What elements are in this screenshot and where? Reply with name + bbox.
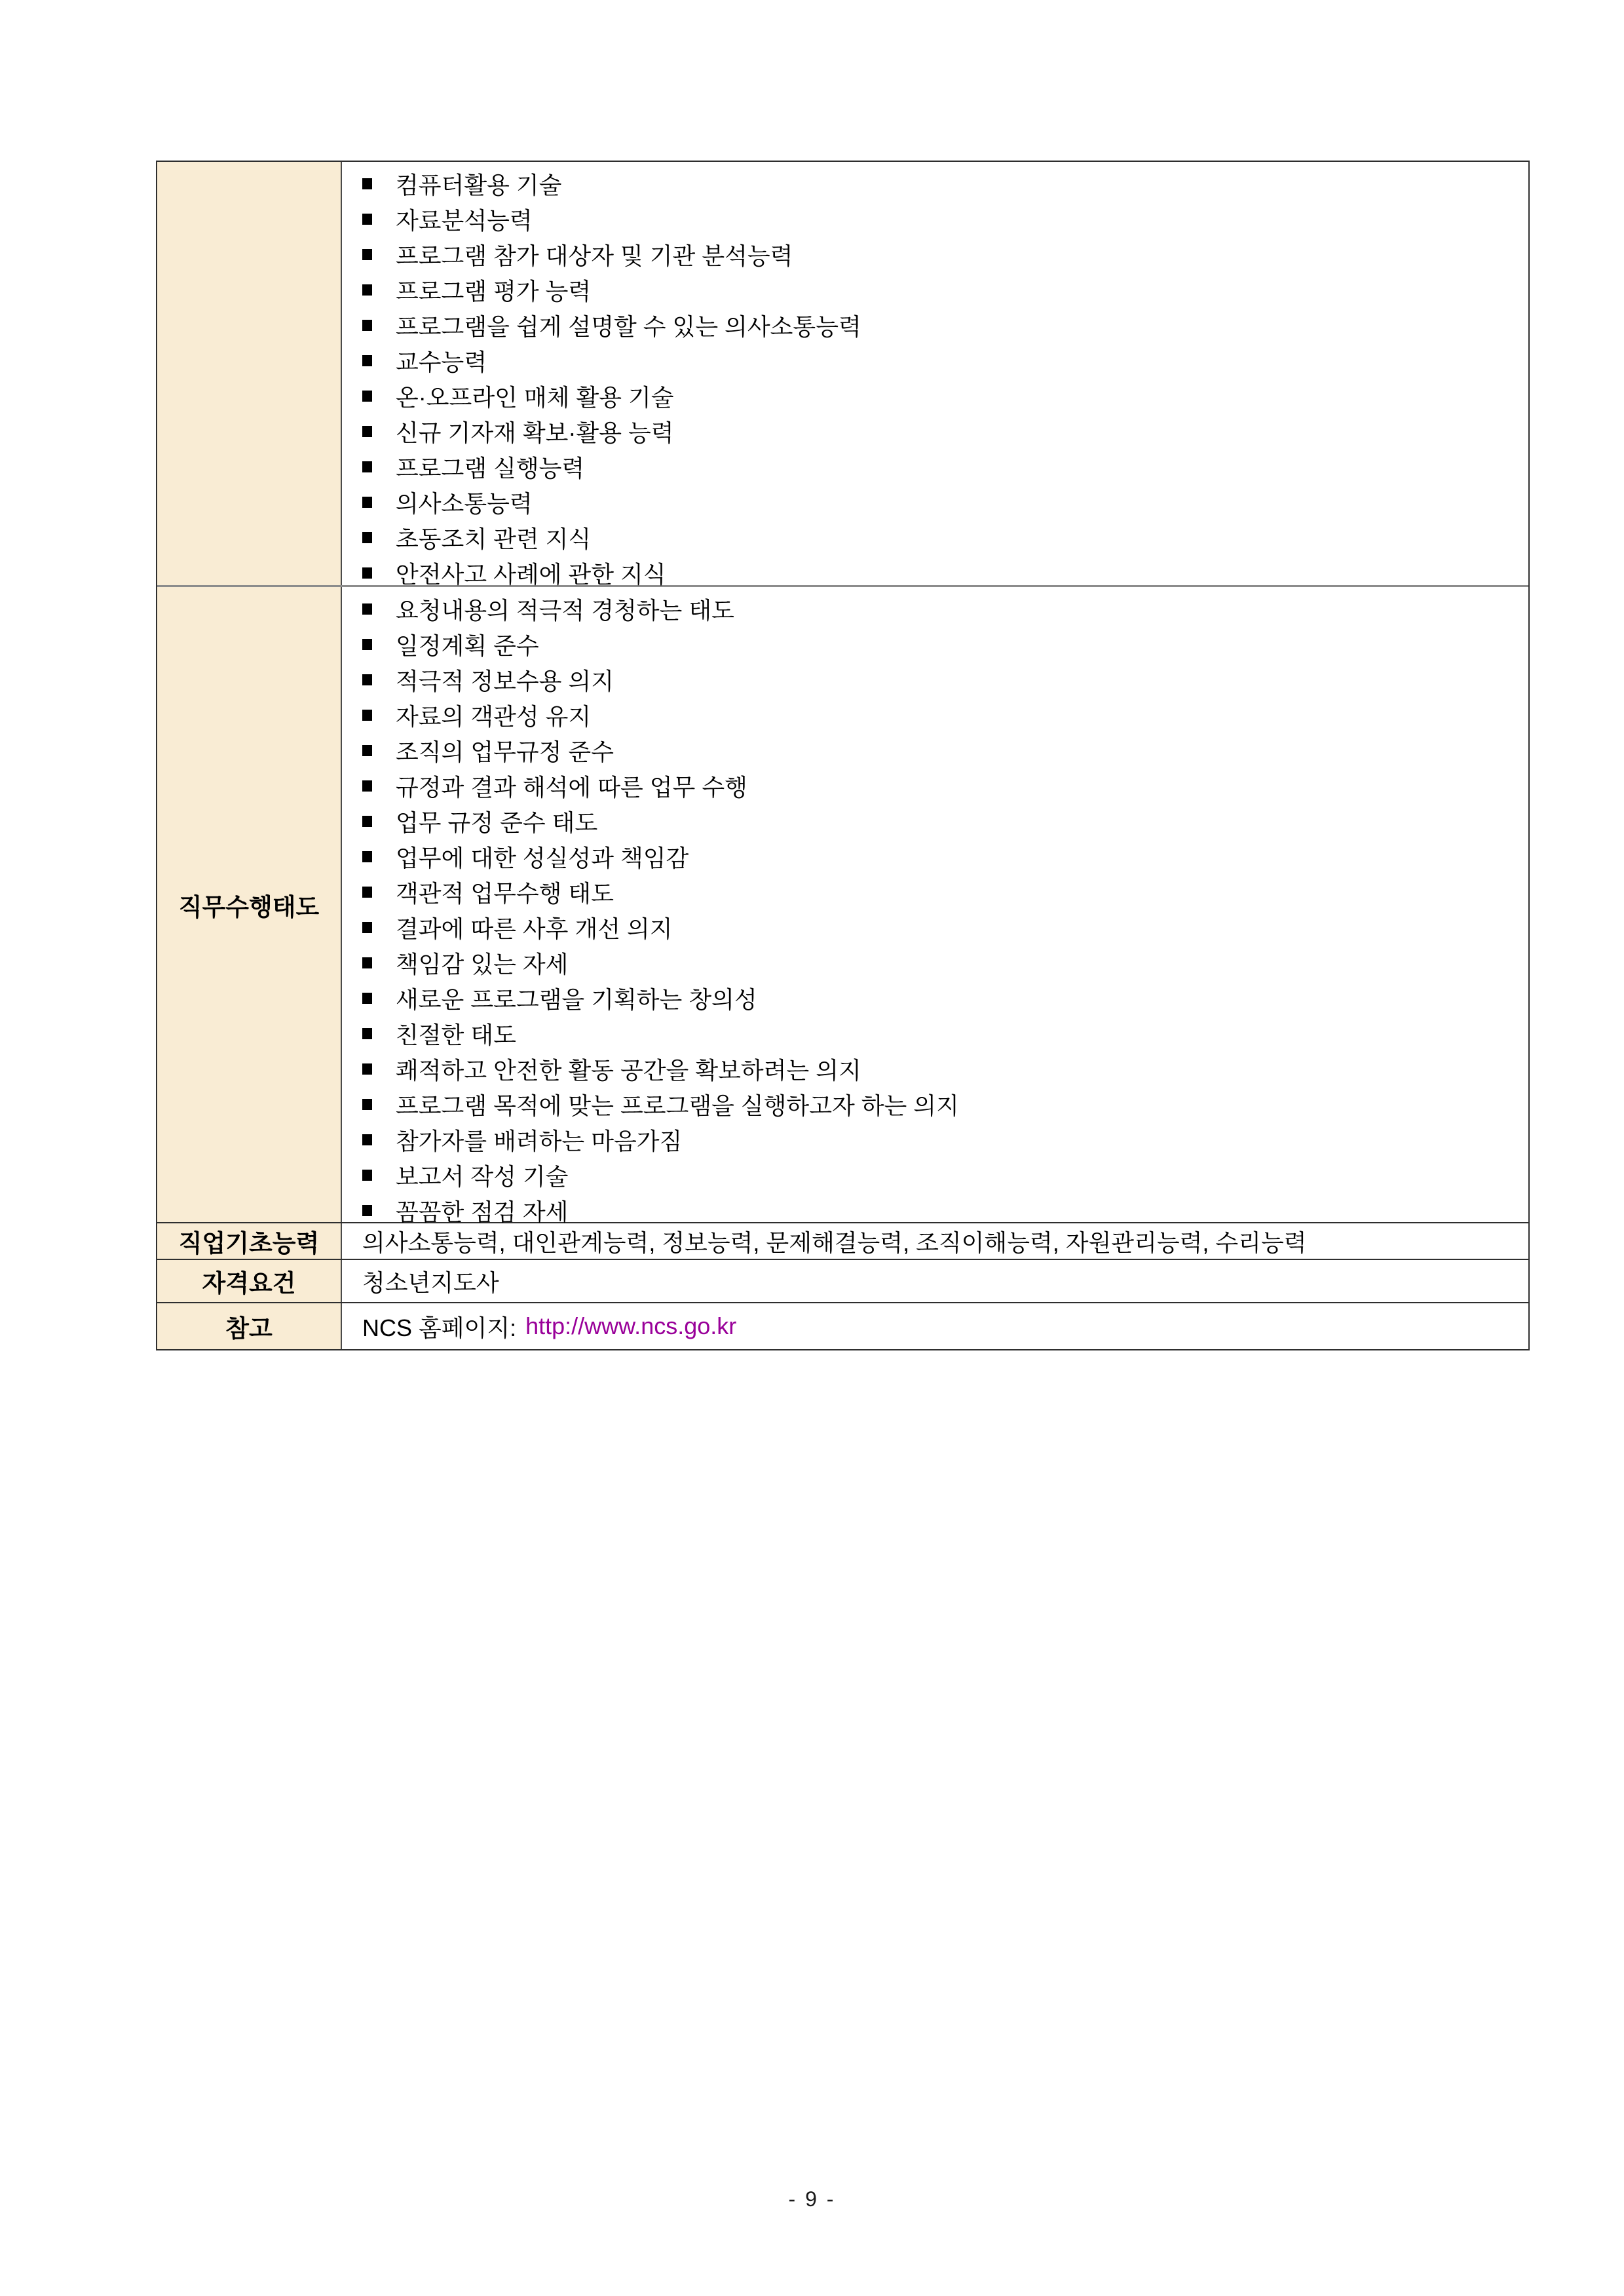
list-item xyxy=(362,874,1513,909)
attitude-bullet-list xyxy=(342,587,1528,1225)
bullet-square-icon xyxy=(362,957,372,968)
row-label-empty xyxy=(157,162,342,585)
bullet-square-icon xyxy=(362,710,372,721)
list-item xyxy=(362,909,1513,945)
list-item-text: 결과에 따른 사후 개선 의지 xyxy=(396,915,673,942)
bullet-square-icon xyxy=(362,461,372,472)
bullet-square-icon xyxy=(362,1063,372,1075)
bullet-square-icon xyxy=(362,851,372,862)
list-item-text: 친절한 태도 xyxy=(396,1021,516,1048)
list-item xyxy=(362,626,1513,662)
list-item xyxy=(362,484,1513,520)
bullet-square-icon xyxy=(362,674,372,685)
bullet-square-icon xyxy=(362,284,372,296)
list-item-text: 객관적 업무수행 태도 xyxy=(396,879,614,907)
bullet-square-icon xyxy=(362,426,372,437)
bullet-square-icon xyxy=(362,1170,372,1181)
bullet-square-icon xyxy=(362,532,372,543)
list-item-text: 업무 규정 준수 태도 xyxy=(396,809,598,836)
bullet-square-icon xyxy=(362,178,372,189)
table-row-skills-continued xyxy=(157,162,1528,588)
list-item xyxy=(362,945,1513,980)
list-item xyxy=(362,768,1513,803)
bullet-square-icon xyxy=(362,1099,372,1110)
list-item-text: 조직의 업무규정 준수 xyxy=(396,738,614,765)
list-item-text: 요청내용의 적극적 경청하는 태도 xyxy=(396,596,734,624)
list-item xyxy=(362,803,1513,839)
bullet-square-icon xyxy=(362,320,372,331)
list-item xyxy=(362,166,1513,201)
bullet-square-icon xyxy=(362,355,372,366)
qualification-text: 청소년지도사 xyxy=(362,1269,499,1296)
list-item-text: 꼼꼼한 점검 자세 xyxy=(396,1198,569,1225)
list-item-text: 새로운 프로그램을 기획하는 창의성 xyxy=(396,985,757,1013)
bullet-square-icon xyxy=(362,1134,372,1145)
list-item xyxy=(362,1086,1513,1122)
bullet-square-icon xyxy=(362,922,372,933)
list-item-text: 온·오프라인 매체 활용 기술 xyxy=(396,383,674,411)
bullet-square-icon xyxy=(362,214,372,225)
bullet-square-icon xyxy=(362,993,372,1004)
list-item xyxy=(362,343,1513,378)
bullet-square-icon xyxy=(362,603,372,615)
bullet-square-icon xyxy=(362,567,372,579)
row-label-basic-competency: 직업기초능력 xyxy=(157,1223,342,1259)
list-item-text: 신규 기자재 확보·활용 능력 xyxy=(396,419,674,446)
list-item-text: 프로그램 실행능력 xyxy=(396,454,585,482)
list-item-text: 프로그램 참가 대상자 및 기관 분석능력 xyxy=(396,242,793,269)
bullet-square-icon xyxy=(362,780,372,792)
ncs-homepage-link[interactable]: http://www.ncs.go.kr xyxy=(525,1312,737,1339)
list-item xyxy=(362,1051,1513,1086)
list-item-text: 보고서 작성 기술 xyxy=(396,1162,569,1190)
row-label-reference: 참고 xyxy=(157,1303,342,1349)
list-item-text: 책임감 있는 자세 xyxy=(396,950,569,978)
list-item xyxy=(362,237,1513,272)
list-item xyxy=(362,980,1513,1016)
list-item-text: 의사소통능력 xyxy=(396,489,533,517)
list-item-text: 자료분석능력 xyxy=(396,206,533,234)
bullet-square-icon xyxy=(362,887,372,898)
skills-bullet-list xyxy=(342,162,1528,588)
table-row-qualification xyxy=(157,1259,1528,1302)
list-item-text: 프로그램을 쉽게 설명할 수 있는 의사소통능력 xyxy=(396,313,861,340)
list-item-text: 교수능력 xyxy=(396,348,487,375)
reference-cell xyxy=(342,1303,1528,1349)
bullet-square-icon xyxy=(362,816,372,827)
list-item-text: 적극적 정보수용 의지 xyxy=(396,667,614,695)
basic-competency-text: 의사소통능력, 대인관계능력, 정보능력, 문제해결능력, 조직이해능력, 자원관리능력, 수리능력 xyxy=(362,1229,1307,1256)
bullet-square-icon xyxy=(362,1205,372,1216)
list-item xyxy=(362,449,1513,484)
list-item-text: 초동조치 관련 지식 xyxy=(396,525,592,552)
list-item-text: 일정계획 준수 xyxy=(396,632,539,659)
list-item-text: 쾌적하고 안전한 활동 공간을 확보하려는 의지 xyxy=(396,1056,861,1084)
list-item xyxy=(362,662,1513,697)
list-item xyxy=(362,1016,1513,1051)
list-item xyxy=(362,1122,1513,1157)
list-item xyxy=(362,201,1513,237)
list-item xyxy=(362,520,1513,555)
page-number: - 9 - xyxy=(788,2187,836,2211)
reference-label-text: NCS 홈페이지: xyxy=(362,1314,517,1341)
bullet-square-icon xyxy=(362,1028,372,1039)
list-item xyxy=(362,1157,1513,1193)
list-item xyxy=(362,591,1513,626)
list-item xyxy=(362,413,1513,449)
list-item xyxy=(362,378,1513,413)
bullet-square-icon xyxy=(362,249,372,260)
list-item xyxy=(362,697,1513,733)
list-item-text: 자료의 객관성 유지 xyxy=(396,702,592,730)
bullet-square-icon xyxy=(362,639,372,650)
list-item xyxy=(362,733,1513,768)
list-item xyxy=(362,307,1513,343)
list-item-text: 업무에 대한 성실성과 책임감 xyxy=(396,844,689,871)
table-row-reference xyxy=(157,1302,1528,1349)
table-row-basic-competency xyxy=(157,1222,1528,1259)
list-item-text: 프로그램 목적에 맞는 프로그램을 실행하고자 하는 의지 xyxy=(396,1092,959,1119)
row-label-job-attitude: 직무수행태도 xyxy=(157,587,342,1222)
list-item-text: 프로그램 평가 능력 xyxy=(396,277,592,305)
table-row-job-attitude xyxy=(157,585,1528,1225)
list-item xyxy=(362,839,1513,874)
bullet-square-icon xyxy=(362,391,372,402)
list-item-text: 참가자를 배려하는 마음가짐 xyxy=(396,1127,683,1155)
bullet-square-icon xyxy=(362,497,372,508)
row-label-qualification: 자격요건 xyxy=(157,1260,342,1302)
list-item-text: 안전사고 사례에 관한 지식 xyxy=(396,560,666,588)
list-item xyxy=(362,1193,1513,1228)
list-item xyxy=(362,555,1513,590)
list-item-text: 규정과 결과 해석에 따른 업무 수행 xyxy=(396,773,747,801)
list-item xyxy=(362,272,1513,307)
competency-table xyxy=(156,161,1530,1350)
list-item-text: 컴퓨터활용 기술 xyxy=(396,171,562,199)
bullet-square-icon xyxy=(362,745,372,756)
